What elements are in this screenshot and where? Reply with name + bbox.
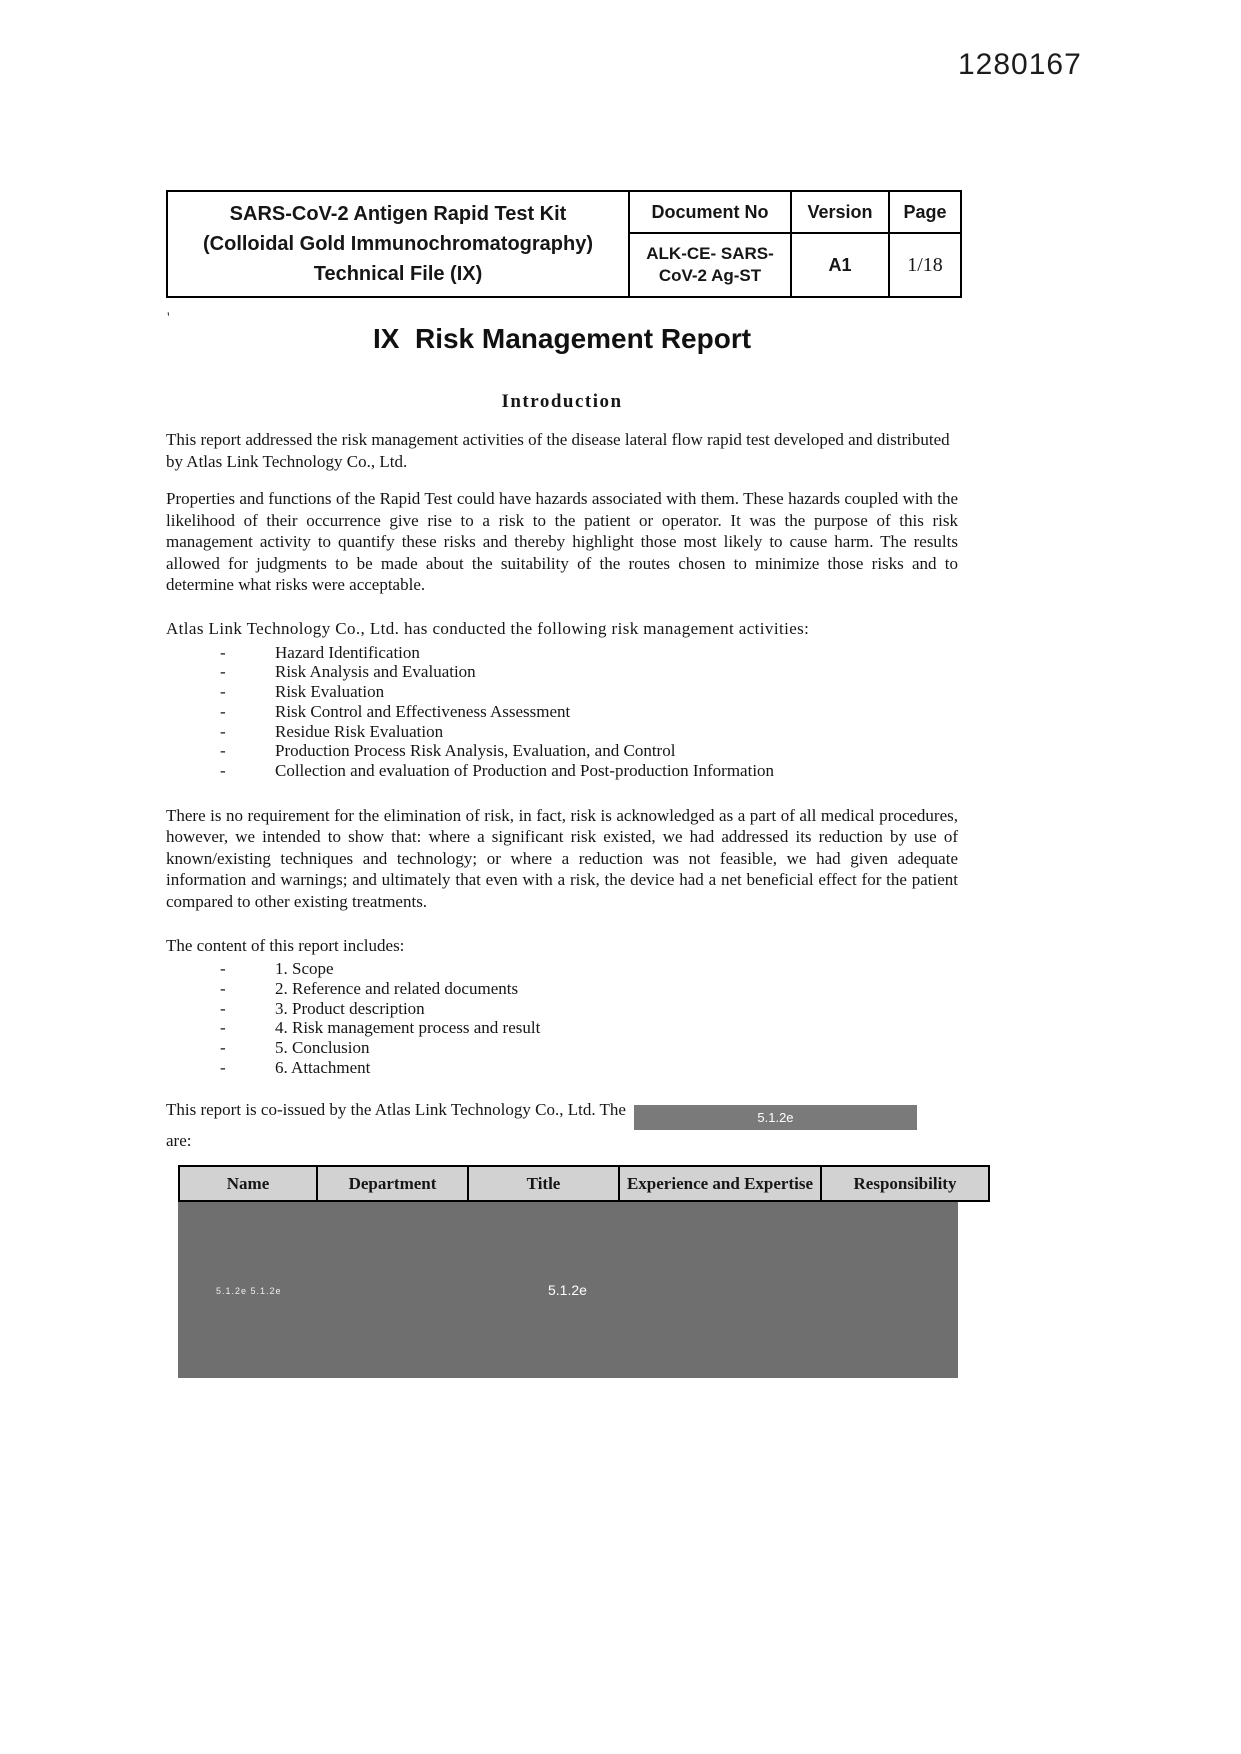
activities-intro: Atlas Link Technology Co., Ltd. has conducted the following risk management activities: bbox=[166, 619, 810, 639]
bates-number: 1280167 bbox=[958, 48, 1082, 81]
list-dash: - bbox=[220, 682, 226, 702]
column-header-experience: Experience and Expertise bbox=[619, 1166, 821, 1201]
list-dash: - bbox=[220, 701, 226, 721]
list-item: - Risk Analysis and Evaluation bbox=[220, 662, 476, 682]
page-value: 1/18 bbox=[889, 233, 961, 297]
list-dash: - bbox=[220, 998, 226, 1018]
stray-mark: ' bbox=[167, 310, 170, 326]
redaction-label-small: 5.1.2e 5.1.2e bbox=[216, 1286, 282, 1297]
list-dash: - bbox=[220, 978, 226, 998]
list-dash: - bbox=[220, 959, 226, 979]
page-label: Page bbox=[889, 191, 961, 233]
list-item: - 3. Product description bbox=[220, 998, 425, 1018]
list-dash: - bbox=[220, 662, 226, 682]
co-issued-paragraph bbox=[166, 1099, 958, 1153]
list-item: - 2. Reference and related documents bbox=[220, 978, 519, 998]
list-item: - Risk Evaluation bbox=[220, 682, 385, 702]
redaction-box-table-body bbox=[178, 1202, 958, 1378]
paragraph-properties-functions: Properties and functions of the Rapid Test could have hazards associated with them. These hazards coupled with the likelihood of their occurrence give rise to a risk to the patient or operator. It was the purpose of this risk management activity to quantify these risks and thereby highlight those most likely to cause harm. The results allowed for judgments to be made about the suitability of the routes chosen to minimize those risks and to determine what risks were acceptable. bbox=[166, 489, 958, 595]
activities-list bbox=[166, 643, 958, 781]
version-label: Version bbox=[791, 191, 889, 233]
document-title-line3: Technical File (IX) bbox=[313, 263, 483, 285]
personnel-table bbox=[178, 1165, 990, 1202]
list-dash: - bbox=[220, 741, 226, 761]
column-header-department: Department bbox=[317, 1166, 468, 1201]
column-header-name: Name bbox=[179, 1166, 317, 1201]
list-item: - Hazard Identification bbox=[220, 642, 420, 662]
document-no-label: Document No bbox=[629, 191, 791, 233]
page-content bbox=[166, 190, 958, 1378]
document-header-table bbox=[166, 190, 962, 298]
contents-intro: The content of this report includes: bbox=[166, 935, 405, 955]
document-title-line1: SARS-CoV-2 Antigen Rapid Test Kit bbox=[229, 203, 567, 225]
paragraph-no-requirement: There is no requirement for the elimination of risk, in fact, risk is acknowledged as a part of all medical procedures, however, we intended to show that: where a significant risk existed, we had addressed its reduction by use of known/existing techniques and technology; or where a reduction was not feasible, we had given adequate information and warnings; and ultimately that even with a risk, the device had a net beneficial effect for the patient compared to other existing treatments. bbox=[166, 805, 958, 911]
redaction-box-inline: 5.1.2e bbox=[634, 1105, 917, 1130]
introduction-heading: Introduction bbox=[501, 391, 623, 412]
list-dash: - bbox=[220, 1038, 226, 1057]
list-item: - Production Process Risk Analysis, Evaluation, and Control bbox=[220, 741, 676, 761]
list-dash: - bbox=[220, 760, 226, 780]
list-item: - 4. Risk management process and result bbox=[220, 1018, 541, 1038]
document-title-cell bbox=[167, 191, 629, 297]
list-item: - Risk Control and Effectiveness Assessment bbox=[220, 701, 571, 721]
column-header-title: Title bbox=[468, 1166, 619, 1201]
redaction-label-center: 5.1.2e bbox=[548, 1282, 587, 1299]
contents-list bbox=[166, 959, 958, 1077]
co-issued-prefix: This report is co-issued by the Atlas Link Technology Co., Ltd. The bbox=[166, 1100, 626, 1120]
list-item: - Collection and evaluation of Production and Post-production Information bbox=[220, 760, 775, 780]
list-item: - Residue Risk Evaluation bbox=[220, 721, 444, 741]
version-value: A1 bbox=[791, 233, 889, 297]
paragraph-report-addressed: This report addressed the risk management activities of the disease lateral flow rapid test developed and distributed by Atlas Link Technology Co., Ltd. bbox=[166, 430, 950, 471]
list-item: - 6. Attachment bbox=[220, 1057, 371, 1077]
list-dash: - bbox=[220, 642, 226, 662]
column-header-responsibility: Responsibility bbox=[821, 1166, 989, 1201]
list-item: - 5. Conclusion bbox=[220, 1038, 370, 1057]
list-item: - 1. Scope bbox=[220, 959, 334, 979]
personnel-table-section bbox=[178, 1165, 958, 1378]
list-dash: - bbox=[220, 721, 226, 741]
report-title: IX Risk Management Report bbox=[372, 323, 752, 354]
list-dash: - bbox=[220, 1018, 226, 1038]
document-no-value: ALK-CE- SARS- CoV-2 Ag-ST bbox=[629, 233, 791, 297]
co-issued-suffix: are: bbox=[166, 1131, 192, 1151]
document-title-line2: (Colloidal Gold Immunochromatography) bbox=[203, 233, 593, 255]
list-dash: - bbox=[220, 1057, 226, 1077]
